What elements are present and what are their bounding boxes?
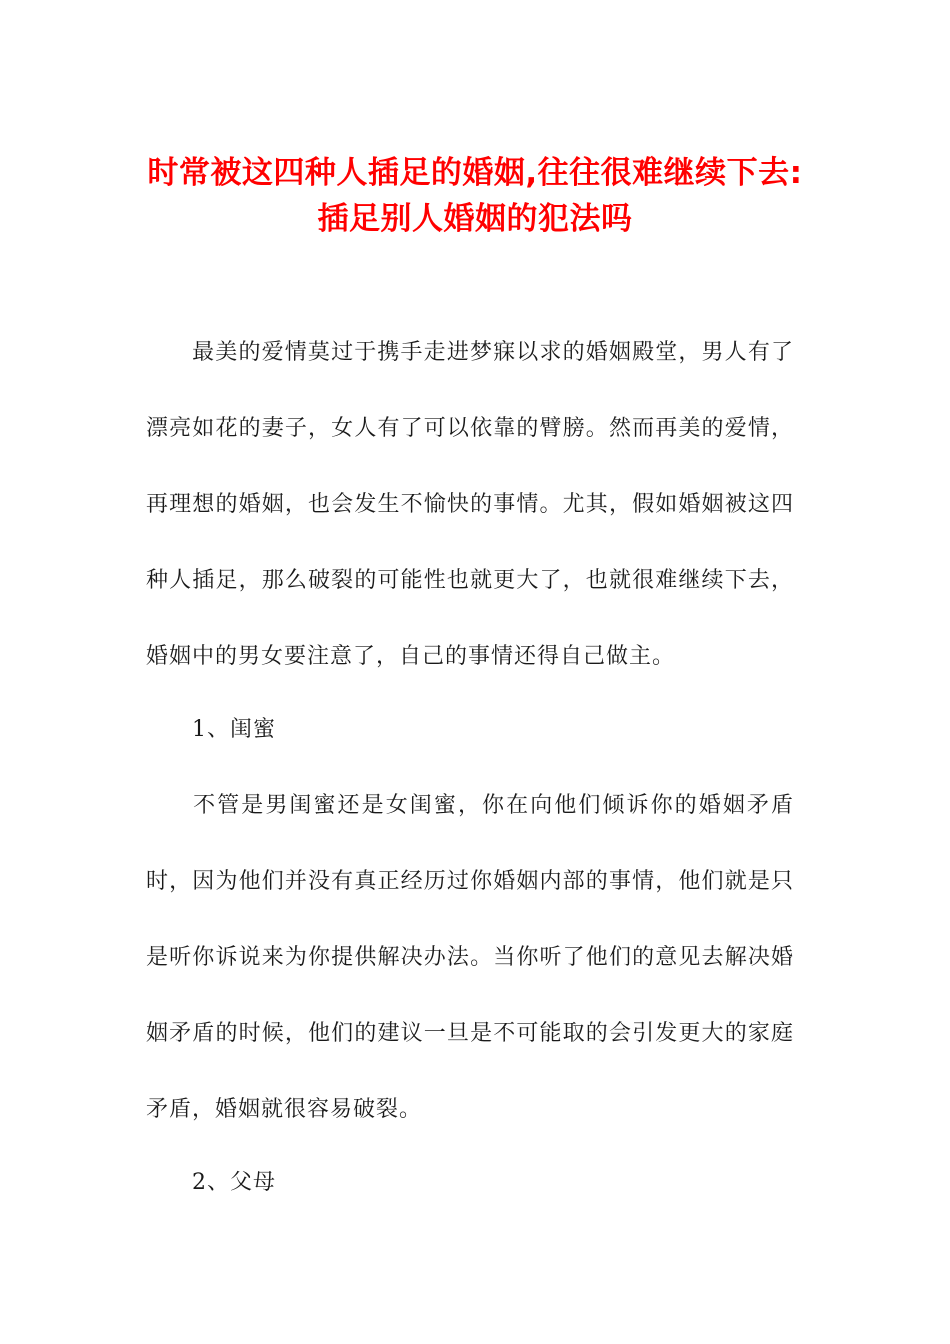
paragraph-intro-text: 最美的爱情莫过于携手走进梦寐以求的婚姻殿堂，男人有了漂亮如花的妻子，女人有了可以依靠的臂膀。然而再美的爱情，再理想的婚姻，也会发生不愉快的事情。尤其，假如婚姻被这四种人插足，那么破裂的可能性也就更大了，也就很难继续下去，婚姻中的男女要注意了，自己的事情还得自己做主。 [146, 340, 794, 669]
document-title: 时常被这四种人插足的婚姻,往往很难继续下去:插足别人婚姻的犯法吗 [147, 155, 803, 237]
section-heading-1: 1、闺蜜 [192, 717, 276, 742]
paragraph-best-friend-text: 不管是男闺蜜还是女闺蜜，你在向他们倾诉你的婚姻矛盾时，因为他们并没有真正经历过你婚姻内部的事情，他们就是只是听你诉说来为你提供解决办法。当你听了他们的意见去解决婚姻矛盾的时候，他们的建议一旦是不可能取的会引发更大的家庭矛盾，婚姻就很容易破裂。 [146, 793, 794, 1122]
paragraph-best-friend [146, 768, 794, 1148]
paragraph-intro [146, 315, 794, 695]
section-heading-2: 2、父母 [192, 1170, 276, 1195]
